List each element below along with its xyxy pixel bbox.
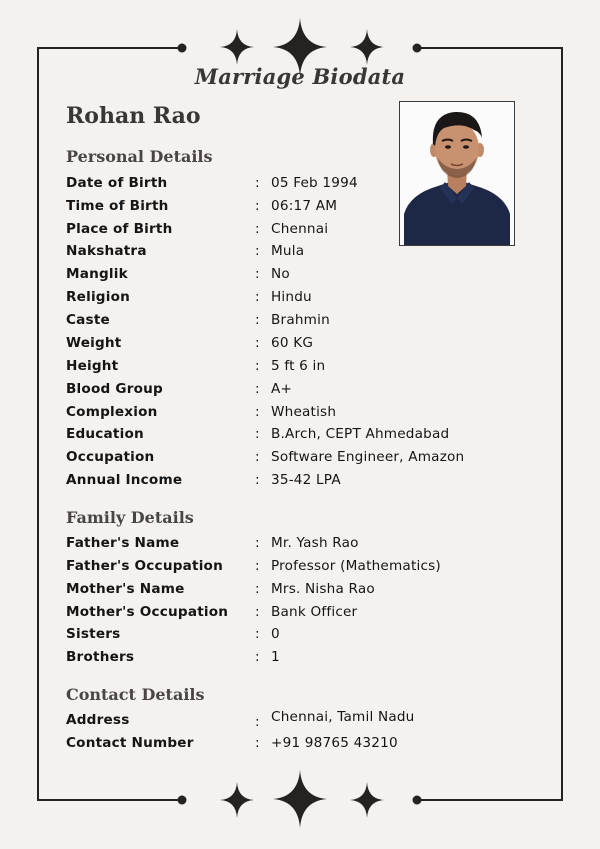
detail-value: B.Arch, CEPT Ahmedabad — [271, 426, 450, 442]
detail-label: Height — [66, 358, 119, 374]
sparkle-icon — [350, 782, 384, 818]
frame-dot-icon — [413, 44, 422, 53]
detail-separator: : — [255, 289, 260, 305]
sparkle-icon — [273, 770, 327, 828]
detail-value: 35-42 LPA — [271, 472, 341, 488]
detail-label: Religion — [66, 289, 131, 305]
detail-separator: : — [255, 381, 260, 397]
detail-label: Date of Birth — [66, 175, 168, 191]
sparkle-icon — [350, 29, 384, 65]
detail-value: Professor (Mathematics) — [271, 558, 441, 574]
detail-label: Blood Group — [66, 381, 163, 397]
detail-value: Wheatish — [271, 404, 337, 420]
detail-separator: : — [255, 449, 260, 465]
detail-separator: : — [255, 735, 260, 751]
detail-separator: : — [255, 558, 260, 574]
detail-label: Annual Income — [66, 472, 183, 488]
frame-dot-icon — [413, 796, 422, 805]
detail-separator: : — [255, 626, 260, 642]
detail-label: Weight — [66, 335, 122, 351]
detail-row-mothers-occupation — [66, 603, 546, 621]
detail-row-occupation — [66, 448, 546, 466]
detail-row-mothers-name — [66, 580, 546, 598]
detail-separator: : — [255, 175, 260, 191]
frame-dot-icon — [178, 796, 187, 805]
section-title-contact: Contact Details — [66, 685, 205, 704]
detail-separator: : — [255, 335, 260, 351]
detail-value: Mrs. Nisha Rao — [271, 581, 375, 597]
detail-value: 0 — [271, 626, 280, 642]
detail-row-annual-income — [66, 471, 546, 489]
detail-separator: : — [255, 243, 260, 259]
detail-separator: : — [255, 535, 260, 551]
detail-label: Complexion — [66, 404, 158, 420]
section-title-family: Family Details — [66, 508, 194, 527]
detail-label: Time of Birth — [66, 198, 169, 214]
detail-label: Sisters — [66, 626, 121, 642]
detail-label: Nakshatra — [66, 243, 147, 259]
detail-value: 5 ft 6 in — [271, 358, 326, 374]
detail-label: Mother's Occupation — [66, 604, 229, 620]
detail-value: +91 98765 43210 — [271, 735, 398, 751]
detail-value: 1 — [271, 649, 280, 665]
section-title-personal: Personal Details — [66, 147, 213, 166]
detail-row-education — [66, 425, 546, 443]
detail-row-blood-group — [66, 380, 546, 398]
sparkle-icon — [220, 782, 254, 818]
detail-value: No — [271, 266, 290, 282]
detail-separator: : — [255, 358, 260, 374]
detail-value: 06:17 AM — [271, 198, 338, 214]
detail-row-fathers-occupation — [66, 557, 546, 575]
detail-label: Address — [66, 712, 130, 728]
detail-label: Place of Birth — [66, 221, 173, 237]
detail-value: Chennai, Tamil Nadu — [271, 709, 415, 725]
detail-label: Occupation — [66, 449, 155, 465]
detail-row-manglik — [66, 265, 546, 283]
detail-row-contact-number — [66, 734, 546, 752]
detail-row-caste — [66, 311, 546, 329]
detail-label: Manglik — [66, 266, 128, 282]
detail-value: Bank Officer — [271, 604, 358, 620]
detail-label: Caste — [66, 312, 110, 328]
detail-separator: : — [255, 404, 260, 420]
detail-row-time-of-birth — [66, 197, 546, 215]
detail-separator: : — [255, 649, 260, 665]
detail-separator: : — [255, 581, 260, 597]
detail-separator: : — [255, 426, 260, 442]
detail-row-complexion — [66, 403, 546, 421]
detail-row-height — [66, 357, 546, 375]
sparkle-icon — [220, 29, 254, 65]
detail-separator: : — [255, 472, 260, 488]
detail-separator: : — [255, 221, 260, 237]
detail-value: 05 Feb 1994 — [271, 175, 358, 191]
detail-row-religion — [66, 288, 546, 306]
detail-label: Mother's Name — [66, 581, 185, 597]
detail-value: Software Engineer, Amazon — [271, 449, 465, 465]
detail-row-brothers — [66, 648, 546, 666]
document-title: Marriage Biodata — [194, 64, 406, 89]
detail-row-date-of-birth — [66, 174, 546, 192]
detail-row-address — [66, 711, 546, 729]
detail-row-weight — [66, 334, 546, 352]
detail-separator: : — [255, 266, 260, 282]
detail-label: Father's Name — [66, 535, 180, 551]
detail-label: Education — [66, 426, 144, 442]
detail-value: Chennai — [271, 221, 329, 237]
detail-value: Mr. Yash Rao — [271, 535, 359, 551]
detail-separator: : — [255, 714, 260, 730]
detail-value: Mula — [271, 243, 305, 259]
frame-dot-icon — [178, 44, 187, 53]
detail-label: Father's Occupation — [66, 558, 223, 574]
detail-value: Hindu — [271, 289, 312, 305]
detail-row-fathers-name — [66, 534, 546, 552]
person-name: Rohan Rao — [66, 103, 201, 129]
detail-row-sisters — [66, 625, 546, 643]
detail-row-nakshatra — [66, 242, 546, 260]
detail-value: 60 KG — [271, 335, 314, 351]
detail-label: Brothers — [66, 649, 135, 665]
detail-separator: : — [255, 312, 260, 328]
detail-value: Brahmin — [271, 312, 330, 328]
detail-row-place-of-birth — [66, 220, 546, 238]
detail-separator: : — [255, 198, 260, 214]
detail-label: Contact Number — [66, 735, 194, 751]
detail-separator: : — [255, 604, 260, 620]
detail-value: A+ — [271, 381, 293, 397]
